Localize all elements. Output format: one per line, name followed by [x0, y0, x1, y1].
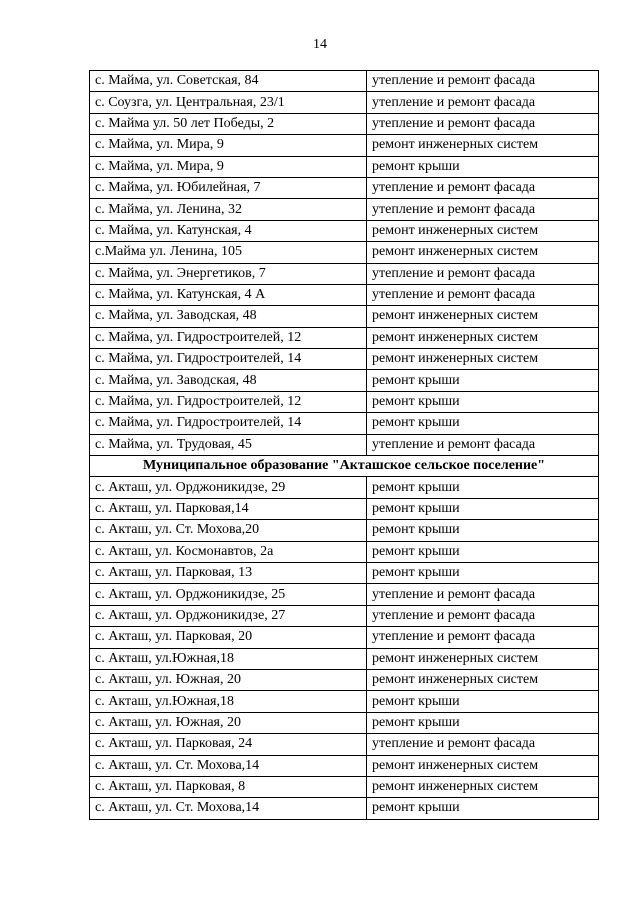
work-type-cell: утепление и ремонт фасада: [367, 92, 599, 113]
work-type-cell: ремонт крыши: [367, 712, 599, 733]
work-type-cell: ремонт крыши: [367, 391, 599, 412]
address-cell: с. Акташ, ул. Парковая, 20: [90, 627, 367, 648]
table-row: [90, 776, 599, 797]
work-type-cell: утепление и ремонт фасада: [367, 605, 599, 626]
work-type-cell: ремонт крыши: [367, 562, 599, 583]
work-type-cell: утепление и ремонт фасада: [367, 71, 599, 92]
page-number: 14: [313, 37, 327, 52]
address-cell: с. Акташ, ул. Орджоникидзе, 27: [90, 605, 367, 626]
work-type-cell: ремонт крыши: [367, 798, 599, 819]
table-row: [90, 498, 599, 519]
section-heading: Муниципальное образование "Акташское сельское поселение": [90, 456, 599, 477]
table-row: [90, 477, 599, 498]
table-row: [90, 605, 599, 626]
works-table-body: [90, 71, 599, 820]
address-cell: с. Акташ, ул.Южная,18: [90, 648, 367, 669]
table-row: [90, 434, 599, 455]
work-type-cell: ремонт инженерных систем: [367, 327, 599, 348]
address-cell: с. Майма, ул. Энергетиков, 7: [90, 263, 367, 284]
work-type-cell: ремонт инженерных систем: [367, 242, 599, 263]
work-type-cell: ремонт крыши: [367, 498, 599, 519]
table-row: [90, 199, 599, 220]
table-row: [90, 263, 599, 284]
table-row: [90, 391, 599, 412]
address-cell: с. Акташ, ул. Космонавтов, 2а: [90, 541, 367, 562]
address-cell: с. Акташ, ул. Ст. Мохова,14: [90, 755, 367, 776]
table-row: [90, 177, 599, 198]
work-type-cell: ремонт крыши: [367, 520, 599, 541]
work-type-cell: ремонт инженерных систем: [367, 648, 599, 669]
work-type-cell: утепление и ремонт фасада: [367, 284, 599, 305]
address-cell: с. Акташ, ул. Орджоникидзе, 25: [90, 584, 367, 605]
address-cell: с. Акташ, ул. Южная, 20: [90, 712, 367, 733]
address-cell: с. Майма, ул. Трудовая, 45: [90, 434, 367, 455]
table-row: [90, 691, 599, 712]
work-type-cell: утепление и ремонт фасада: [367, 734, 599, 755]
table-row: [90, 712, 599, 733]
address-cell: с.Майма ул. Ленина, 105: [90, 242, 367, 263]
table-row: [90, 413, 599, 434]
section-heading-row: [90, 456, 599, 477]
address-cell: с. Акташ, ул. Парковая, 13: [90, 562, 367, 583]
work-type-cell: утепление и ремонт фасада: [367, 627, 599, 648]
work-type-cell: ремонт инженерных систем: [367, 755, 599, 776]
table-row: [90, 798, 599, 819]
work-type-cell: утепление и ремонт фасада: [367, 263, 599, 284]
address-cell: с. Соузга, ул. Центральная, 23/1: [90, 92, 367, 113]
work-type-cell: ремонт инженерных систем: [367, 349, 599, 370]
work-type-cell: ремонт инженерных систем: [367, 135, 599, 156]
table-row: [90, 220, 599, 241]
address-cell: с. Майма, ул. Гидростроителей, 14: [90, 413, 367, 434]
work-type-cell: утепление и ремонт фасада: [367, 584, 599, 605]
table-row: [90, 284, 599, 305]
address-cell: с. Майма, ул. Гидростроителей, 14: [90, 349, 367, 370]
table-row: [90, 156, 599, 177]
address-cell: с. Майма, ул. Мира, 9: [90, 156, 367, 177]
work-type-cell: утепление и ремонт фасада: [367, 199, 599, 220]
table-row: [90, 541, 599, 562]
table-row: [90, 648, 599, 669]
work-type-cell: ремонт инженерных систем: [367, 306, 599, 327]
table-row: [90, 584, 599, 605]
work-type-cell: ремонт крыши: [367, 691, 599, 712]
address-cell: с. Акташ, ул. Парковая,14: [90, 498, 367, 519]
address-cell: с. Майма, ул. Ленина, 32: [90, 199, 367, 220]
work-type-cell: ремонт инженерных систем: [367, 220, 599, 241]
address-cell: с. Майма, ул. Заводская, 48: [90, 306, 367, 327]
table-row: [90, 242, 599, 263]
work-type-cell: ремонт инженерных систем: [367, 776, 599, 797]
work-type-cell: утепление и ремонт фасада: [367, 434, 599, 455]
address-cell: с. Майма, ул. Гидростроителей, 12: [90, 391, 367, 412]
table-row: [90, 306, 599, 327]
address-cell: с. Акташ, ул. Южная, 20: [90, 669, 367, 690]
table-row: [90, 349, 599, 370]
work-type-cell: ремонт крыши: [367, 541, 599, 562]
address-cell: с. Майма, ул. Юбилейная, 7: [90, 177, 367, 198]
table-row: [90, 71, 599, 92]
work-type-cell: ремонт инженерных систем: [367, 669, 599, 690]
work-type-cell: ремонт крыши: [367, 156, 599, 177]
table-row: [90, 669, 599, 690]
address-cell: с. Майма ул. 50 лет Победы, 2: [90, 113, 367, 134]
address-cell: с. Майма, ул. Заводская, 48: [90, 370, 367, 391]
table-row: [90, 370, 599, 391]
address-cell: с. Майма, ул. Катунская, 4: [90, 220, 367, 241]
work-type-cell: утепление и ремонт фасада: [367, 113, 599, 134]
table-row: [90, 113, 599, 134]
table-row: [90, 755, 599, 776]
work-type-cell: ремонт крыши: [367, 370, 599, 391]
work-type-cell: утепление и ремонт фасада: [367, 177, 599, 198]
table-row: [90, 562, 599, 583]
table-row: [90, 135, 599, 156]
address-cell: с. Акташ, ул.Южная,18: [90, 691, 367, 712]
work-type-cell: ремонт крыши: [367, 477, 599, 498]
address-cell: с. Акташ, ул. Ст. Мохова,14: [90, 798, 367, 819]
address-cell: с. Майма, ул. Мира, 9: [90, 135, 367, 156]
table-row: [90, 327, 599, 348]
table-row: [90, 627, 599, 648]
table-row: [90, 734, 599, 755]
address-cell: с. Майма, ул. Гидростроителей, 12: [90, 327, 367, 348]
address-cell: с. Акташ, ул. Орджоникидзе, 29: [90, 477, 367, 498]
address-cell: с. Акташ, ул. Парковая, 8: [90, 776, 367, 797]
address-cell: с. Майма, ул. Советская, 84: [90, 71, 367, 92]
address-cell: с. Акташ, ул. Парковая, 24: [90, 734, 367, 755]
address-cell: с. Майма, ул. Катунская, 4 А: [90, 284, 367, 305]
table-row: [90, 92, 599, 113]
address-cell: с. Акташ, ул. Ст. Мохова,20: [90, 520, 367, 541]
table-row: [90, 520, 599, 541]
work-type-cell: ремонт крыши: [367, 413, 599, 434]
works-table: [89, 70, 599, 820]
